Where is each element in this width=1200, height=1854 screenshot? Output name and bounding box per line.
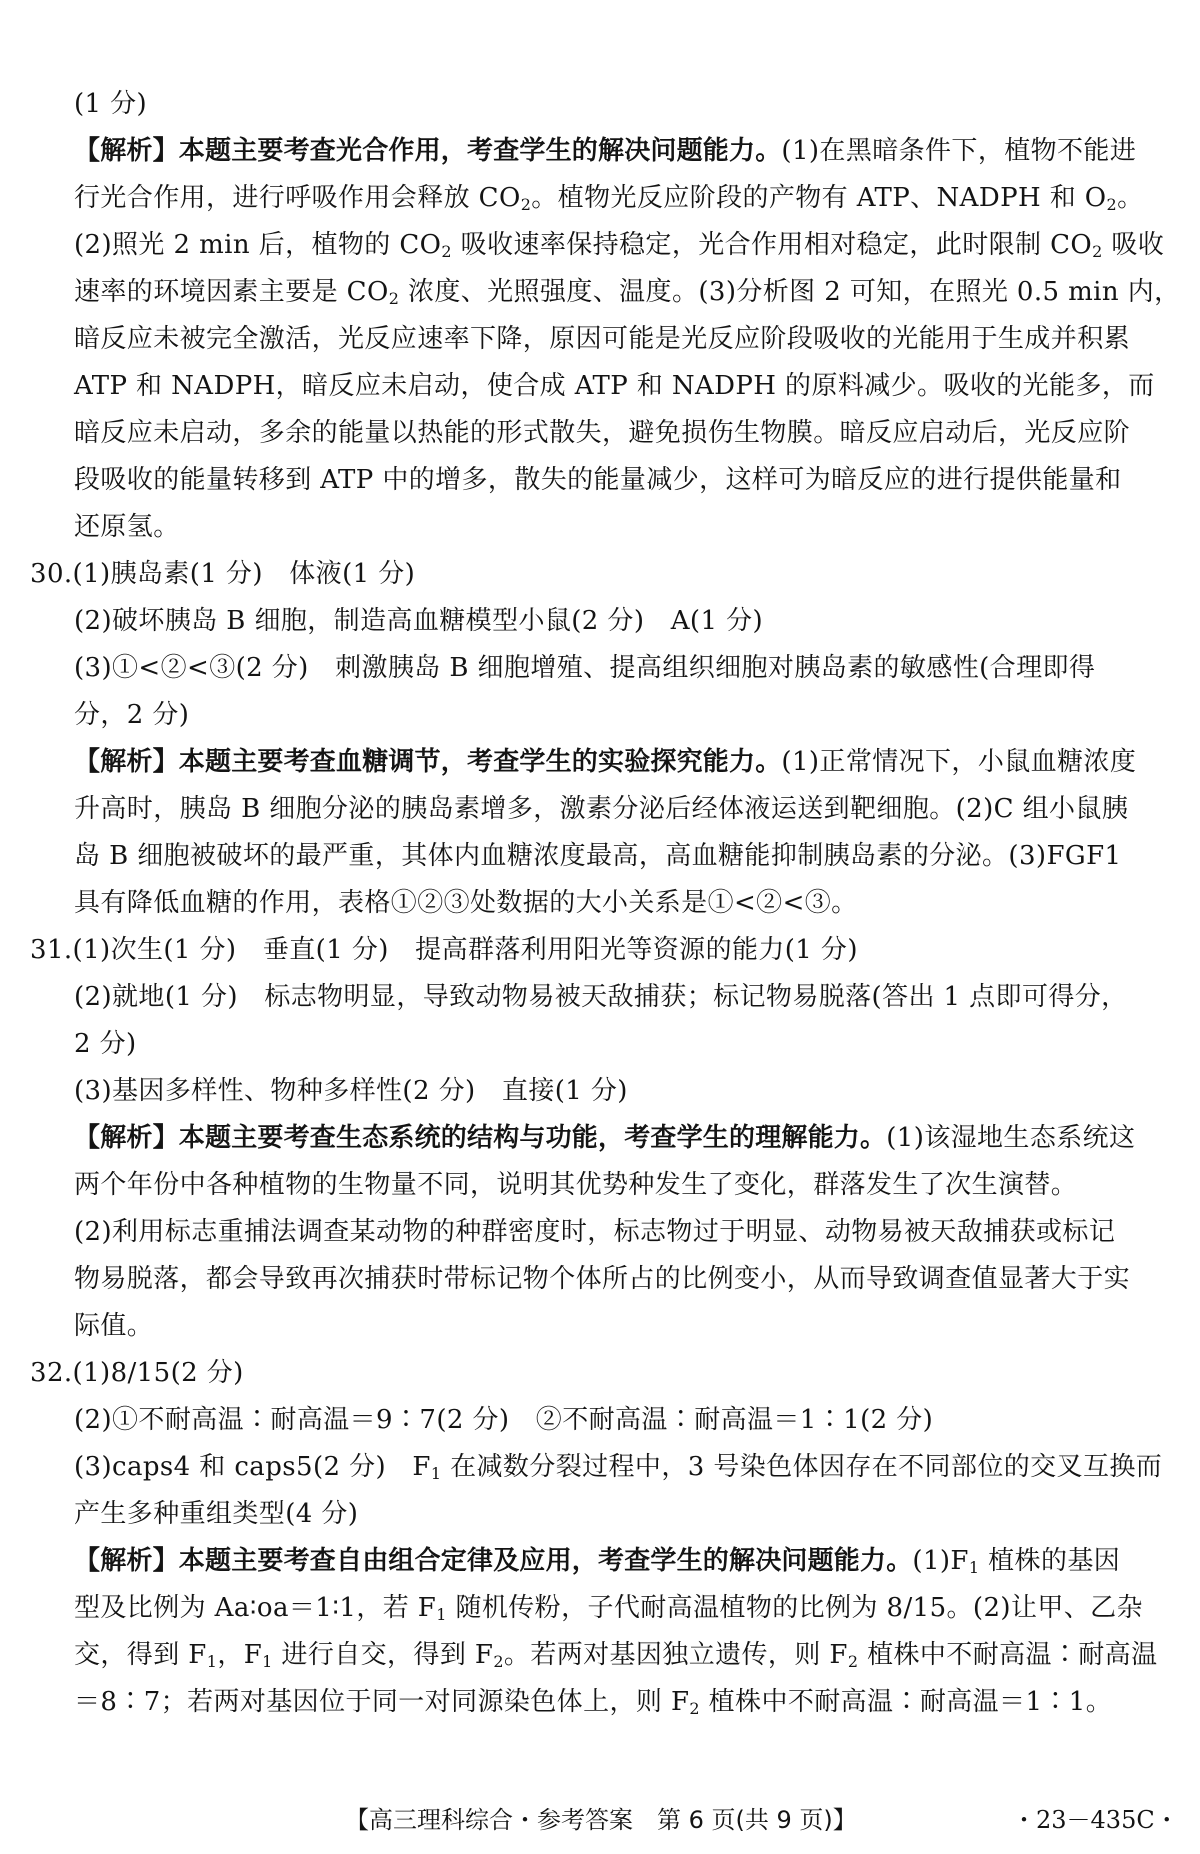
text-line: (3)①<②<③(2 分) 刺激胰岛 B 细胞增殖、提高组织细胞对胰岛素的敏感性(合理即得: [74, 653, 1096, 683]
subscript: 1: [430, 1464, 442, 1483]
text-line: 2 分): [74, 1029, 137, 1059]
text-line: ＝8∶7；若两对基因位于同一对同源染色体上，则 $F_2$ 植株中不耐高温∶耐高温＝1∶1。: [74, 1687, 1113, 1718]
subscript: 1: [262, 1652, 273, 1671]
subscript: 2: [493, 1652, 504, 1671]
text-line: (1 分): [74, 89, 148, 119]
text-line: 【解析】本题主要考查血糖调节，考查学生的实验探究能力。(1)正常情况下，小鼠血糖浓度: [74, 747, 1137, 777]
text-line: (2)破坏胰岛 B 细胞，制造高血糖模型小鼠(2 分) A(1 分): [74, 606, 764, 636]
text-line: 【解析】本题主要考查光合作用，考查学生的解决问题能力。(1)在黑暗条件下，植物不能进: [74, 136, 1137, 166]
analysis-heading: 【解析】本题主要考查自由组合定律及应用，考查学生的解决问题能力。: [74, 1546, 913, 1576]
text-line: (3)基因多样性、物种多样性(2 分) 直接(1 分): [74, 1076, 628, 1106]
subscript: 1: [968, 1558, 980, 1577]
text-line: (2)利用标志重捕法调查某动物的种群密度时，标志物过于明显、动物易被天敌捕获或标记: [74, 1217, 1116, 1247]
analysis-heading: 【解析】本题主要考查血糖调节，考查学生的实验探究能力。: [74, 747, 782, 777]
subscript: 2: [520, 195, 532, 214]
text-line: (2)照光 2 min 后，植物的 $CO_2$ 吸收速率保持稳定，光合作用相对稳定，此时限制 $CO_2$ 吸收: [74, 230, 1165, 261]
text-line: 暗反应未被完全激活，光反应速率下降，原因可能是光反应阶段吸收的光能用于生成并积累: [74, 324, 1131, 354]
text-line: (2)①不耐高温∶耐高温＝9∶7(2 分) ②不耐高温∶耐高温＝1∶1(2 分): [74, 1405, 934, 1435]
subscript: 1: [436, 1605, 447, 1624]
page-footer: [0, 1800, 1200, 1840]
text-line: 暗反应未启动，多余的能量以热能的形式散失，避免损伤生物膜。暗反应启动后，光反应阶: [74, 418, 1131, 448]
text-line: 段吸收的能量转移到 ATP 中的增多，散失的能量减少，这样可为暗反应的进行提供能量和: [74, 465, 1122, 495]
footer-page-info: 【高三理科综合・参考答案 第 6 页(共 9 页)】: [345, 1806, 857, 1834]
text-line: 型及比例为 Aa∶oa＝1∶1，若 $F_1$ 随机传粉，子代耐高温植物的比例为 8/15。(2)让甲、乙杂: [74, 1593, 1143, 1624]
text-line: 两个年份中各种植物的生物量不同，说明其优势种发生了变化，群落发生了次生演替。: [74, 1170, 1078, 1200]
text-line: 还原氢。: [74, 512, 180, 542]
subscript: 2: [1106, 195, 1118, 214]
text-line: 分，2 分): [74, 700, 190, 730]
text-line: 【解析】本题主要考查自由组合定律及应用，考查学生的解决问题能力。$(1)F_1$ 植株的基因: [74, 1546, 1121, 1577]
text-line: 产生多种重组类型(4 分): [74, 1499, 359, 1529]
text-line: 升高时，胰岛 B 细胞分泌的胰岛素增多，激素分泌后经体液运送到靶细胞。(2)C 组小鼠胰: [74, 794, 1129, 824]
text-line: (2)就地(1 分) 标志物明显，导致动物易被天敌捕获；标记物易脱落(答出 1 点即可得分，: [74, 982, 1128, 1012]
text-line: 具有降低血糖的作用，表格①②③处数据的大小关系是①<②<③。: [74, 888, 858, 918]
subscript: 2: [847, 1652, 859, 1671]
subscript: 2: [689, 1699, 700, 1718]
text-line: ATP 和 NADPH，暗反应未启动，使合成 ATP 和 NADPH 的原料减少。吸收的光能多，而: [74, 371, 1155, 401]
text-line: 速率的环境因素主要是 $CO_2$ 浓度、光照强度、温度。(3)分析图 2 可知，在照光 0.5 min 内，: [74, 277, 1181, 308]
text-line: 30.(1)胰岛素(1 分) 体液(1 分): [30, 559, 416, 589]
text-line: 31.(1)次生(1 分) 垂直(1 分) 提高群落利用阳光等资源的能力(1 分): [30, 935, 858, 965]
text-line: 交，得到 $F_1$，$F_1$ 进行自交，得到 $F_2$。若两对基因独立遗传，则 $F_2$ 植株中不耐高温∶耐高温: [74, 1640, 1158, 1671]
analysis-heading: 【解析】本题主要考查生态系统的结构与功能，考查学生的理解能力。: [74, 1123, 887, 1153]
text-line: 【解析】本题主要考查生态系统的结构与功能，考查学生的理解能力。(1)该湿地生态系统这: [74, 1123, 1136, 1153]
text-line: 物易脱落，都会导致再次捕获时带标记物个体所占的比例变小，从而导致调查值显著大于实: [74, 1264, 1131, 1294]
text-line: (3)caps4 和 caps5(2 分) $F_1$ 在减数分裂过程中，3 号染色体因存在不同部位的交叉互换而: [74, 1452, 1163, 1483]
text-line: 岛 B 细胞被破坏的最严重，其体内血糖浓度最高，高血糖能抑制胰岛素的分泌。(3)FGF1: [74, 841, 1122, 871]
footer-doc-code: ・23－435C・: [1012, 1806, 1179, 1834]
subscript: 2: [388, 289, 400, 308]
text-line: 32.(1)8/15(2 分): [30, 1358, 244, 1388]
subscript: 2: [1092, 242, 1103, 261]
subscript: 2: [441, 242, 452, 261]
analysis-heading: 【解析】本题主要考查光合作用，考查学生的解决问题能力。: [74, 136, 782, 166]
text-line: 际值。: [74, 1311, 154, 1341]
subscript: 1: [206, 1652, 218, 1671]
text-line: 行光合作用，进行呼吸作用会释放 $CO_2$。植物光反应阶段的产物有 ATP、NADPH 和 $O_2$。: [74, 183, 1144, 214]
